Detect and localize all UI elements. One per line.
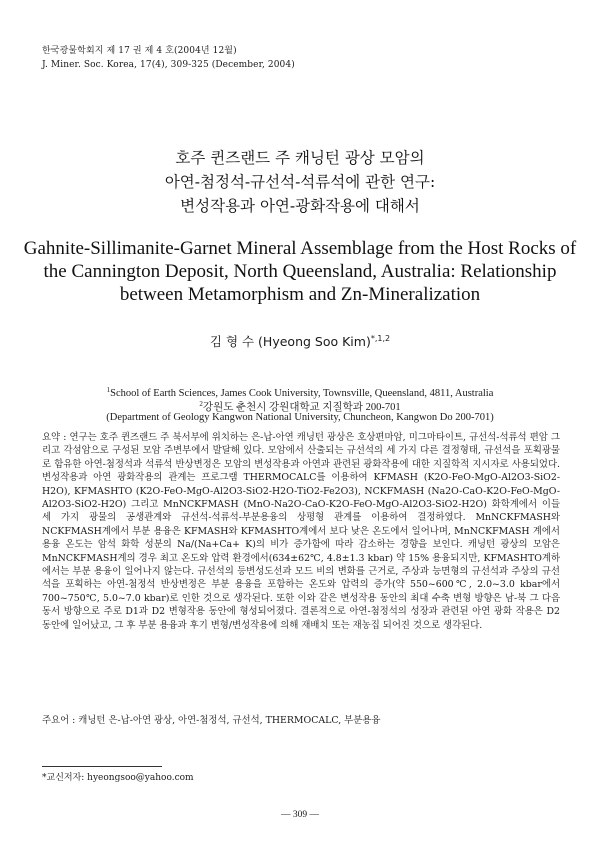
- author-marks: *,1,2: [370, 334, 391, 343]
- journal-header-korean: 한국광물학회지 제 17 권 제 4 호(2004년 12월): [42, 46, 237, 56]
- keywords-label: 주요어 :: [42, 715, 79, 726]
- page-number: — 309 —: [281, 810, 319, 820]
- footnote-corresponding-author: *교신저자: hyeongsoo@yahoo.com: [42, 773, 194, 783]
- affiliation-1-mark: 1: [106, 386, 111, 394]
- abstract-text: 연구는 호주 퀸즈랜드 주 북서부에 위치하는 은-납-아연 캐닝턴 광상은 호상편마암, 미그마타이트, 규선석-석류석 편암 그리고 각섬암으로 구성된 모암 주변부에서 발달해 있다. 모암에서 산출되는 규선석의 세 가지 다른 결정형태, 규선석을 포획광물로 함유한 아연-첨정석과 석류석 반상변정은 모암의 변성작용과 아연과 관련된 광화작용에 대한 지질학적 지시자로 사용되었다. 변성작용과 아연 광화작용의 관계는 프로그램 THERMOCALC를 이용하여 KFMASH (K2O-FeO-MgO-Al2O3-SiO2-H2O), KFMASHTO (K2O-FeO-MgO-Al2O3-SiO2-H2O-TiO2-Fe2O3), NCKFMASH (Na2O-CaO-K2O-FeO-MgO-Al2O3-SiO2-H2O) 그리고 MnNCKFMASH (MnO-Na2O-CaO-K2O-FeO-MgO-Al2O3-SiO2-H2O) 화학계에서 이들 세 가지 광물의 공생관계와 규선석-석류석-부분용융의 상평형 관계를 이용하여 결정하였다. MnNCKFMASH와 NCKFMASH계에서 부분 용융은 KFMASH와 KFMASHTO계에서 보다 낮은 온도에서 일어나며, MnNCKFMASH 계에서 용융 온도는 암석 화학 성분의 Na/(Na+Ca+ K)의 비가 증가함에 따라 감소하는 경향을 보인다. 캐닝턴 광상의 모암은 MnNCKFMASH계의 경우 최고 온도와 압력 환경에서(634±62℃, 4.8±1.3 kbar) 약 15% 용융되지만, KFMASHTO계하에서는 부분 용융이 일어나지 않는다. 규선석의 등변성도선과 모드 비의 변화를 근거로, 주상과 능면형의 규선석과 주상의 규선석을 포획하는 아연-첨정석 반상변정은 부분 용융을 포함하는 온도와 압력의 증가(약 550~600℃, 2.0~3.0 kbar에서 700~750℃, 5.0~7.0 kbar)로 인한 것으로 생각된다. 또한 이와 같은 변성작용 동안의 최대 수축 변형 방향은 남-북 그 다음 동서 방향으로 주로 D1과 D2 변형작용 동안에 형성되어졌다. 결론적으로 아연-첨정석의 성장과 관련된 아연 광화 작용은 D2 동안에 일어났고, 그 후 부분 용융과 후기 변형/변성작용에 의해 재배치 또는 재농집 되어진 것으로 생각된다.: [42, 432, 560, 631]
- journal-header-english: J. Miner. Soc. Korea, 17(4), 309-325 (December, 2004): [42, 60, 295, 70]
- affiliation-2-english: (Department of Geology Kangwon National University, Chuncheon, Kangwon Do 200-701): [106, 412, 494, 423]
- title-english-line-3: between Metamorphism and Zn-Mineralization: [119, 284, 481, 305]
- title-korean-line-1: 호주 퀸즈랜드 주 캐닝턴 광상 모암의: [175, 149, 425, 167]
- footnote-divider: [42, 766, 162, 767]
- author-name: 김 형 수 (Hyeong Soo Kim): [209, 334, 371, 349]
- affiliation-1-text: School of Earth Sciences, James Cook University, Townsville, Queensland, 4811, Australia: [110, 388, 494, 399]
- title-english-line-1: Gahnite-Sillimanite-Garnet Mineral Assemblage from the Host Rocks of: [23, 238, 577, 259]
- title-english-line-2: the Cannington Deposit, North Queensland, Australia: Relationship: [43, 261, 557, 282]
- keywords: [42, 714, 560, 727]
- abstract: [42, 431, 560, 632]
- affiliation-2-mark: 2: [199, 400, 203, 408]
- abstract-label: 요약 :: [42, 432, 70, 443]
- author: [0, 332, 600, 350]
- title-korean-line-2: 아연-첨정석-규선석-석류석에 관한 연구:: [164, 173, 436, 191]
- affiliation-2-text: 강원도 춘천시 강원대학교 지질학과 200-701: [202, 402, 401, 413]
- title-korean-line-3: 변성작용과 아연-광화작용에 대해서: [180, 197, 420, 215]
- keywords-text: 캐닝턴 은-납-아연 광상, 아연-첨정석, 규선석, THERMOCALC, 부분용융: [78, 715, 381, 726]
